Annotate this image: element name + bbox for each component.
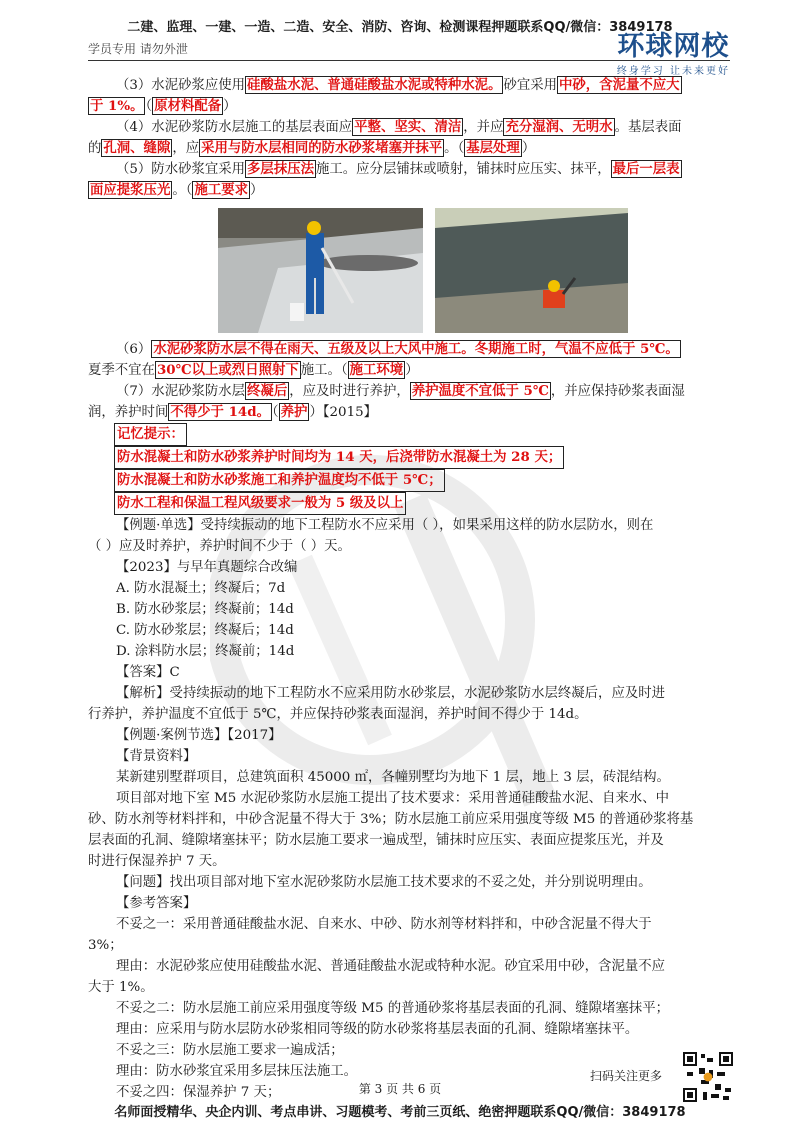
text: ）	[521, 141, 536, 156]
memo-line: 防水混凝土和防水砂浆养护时间均为 14 天，后浇带防水混凝土为 28 天；	[114, 446, 564, 469]
text: （6）	[116, 342, 152, 357]
highlight: 中砂，含泥量不应大	[559, 77, 680, 93]
construction-photos	[88, 208, 730, 333]
text: （7）水泥砂浆防水层	[116, 384, 246, 399]
text: （4）水泥砂浆防水层施工的基层表面应	[116, 120, 353, 135]
option-a: A. 防水混凝土；终凝后；7d	[116, 581, 286, 596]
header-rule	[88, 60, 730, 61]
highlight: 施工环境	[349, 362, 404, 378]
text: 夏季不宜在	[88, 363, 155, 378]
highlight: 水泥砂浆防水层不得在雨天、五级及以上大风中施工。冬期施工时，气温不应低于 5℃。	[153, 341, 679, 357]
text: ）	[405, 363, 419, 378]
question-source: 【2023】与早年真题综合改编	[116, 560, 298, 575]
case-bg-2: 项目部对地下室 M5 水泥砂浆防水层施工提出了技术要求：采用普通硅酸盐水泥、自来水、中	[116, 791, 669, 806]
option-b: B. 防水砂浆层；终凝前；14d	[116, 602, 294, 617]
case-bg-heading: 【背景资料】	[116, 749, 197, 764]
header-contact: 二建、监理、一建、一造、二造、安全、消防、咨询、检测课程押题联系QQ/微信：3849178	[127, 20, 673, 35]
highlight: 不得少于 14d。	[170, 404, 270, 420]
para-7	[88, 381, 730, 423]
highlight: 基层处理	[466, 140, 520, 156]
scan-follow-text: 扫码关注更多	[590, 1069, 663, 1083]
highlight: 孔洞、缝隙	[103, 140, 171, 156]
highlight: 终凝后	[247, 383, 288, 399]
issue-2: 不妥之二：防水层施工前应采用强度等级 M5 的普通砂浆将基层表面的孔洞、缝隙堵塞抹平；	[116, 1001, 669, 1016]
analysis: 【解析】受持续振动的地下工程防水不应采用防水砂浆层，水泥砂浆防水层终凝后，应及时进	[116, 686, 666, 701]
brand-logo	[617, 32, 730, 77]
text: 润，养护时间	[88, 405, 169, 420]
highlight: 多层抹压法	[247, 161, 314, 177]
issue-3: 不妥之三：防水层施工要求一遍成活；	[116, 1043, 344, 1058]
highlight: 施工要求	[194, 182, 248, 198]
text: 。（	[172, 183, 193, 198]
highlight: 30℃以上或烈日照射下	[156, 362, 299, 378]
text: （	[271, 405, 279, 420]
issue-4: 不妥之四：保湿养护 7 天；	[116, 1085, 281, 1100]
highlight: 养护温度不宜低于 5℃	[411, 383, 549, 399]
highlight: 于 1%。	[90, 98, 144, 114]
question-stem-cont: （ ）应及时养护，养护时间不少于（ ）天。	[88, 539, 351, 554]
case-bg-2d: 时进行保湿养护 7 天。	[88, 854, 226, 869]
highlight: 充分湿润、无明水	[505, 119, 613, 135]
reason-3: 理由：防水砂浆宜采用多层抹压法施工。	[116, 1064, 358, 1079]
para-3	[88, 75, 730, 117]
question-stem: 【例题·单选】受持续振动的地下工程防水不应采用（ ），如果采用这样的防水层防水，则在	[116, 518, 654, 533]
highlight: 养护	[280, 404, 308, 420]
text: 施工。（	[300, 363, 348, 378]
memo-title: 记忆提示：	[114, 423, 187, 446]
highlight: 最后一层表	[612, 161, 680, 177]
highlight: 采用与防水层相同的防水砂浆堵塞并抹平	[201, 140, 443, 156]
text: （3）水泥砂浆应使用	[116, 78, 246, 93]
answer: 【答案】C	[116, 665, 180, 680]
photo-worker-rolling	[218, 208, 423, 333]
document-body	[88, 75, 730, 1103]
issue-1: 不妥之一：采用普通硅酸盐水泥、自来水、中砂、防水剂等材料拌和，中砂含泥量不得大于	[116, 917, 652, 932]
text: 。（	[444, 141, 465, 156]
text: ，应	[172, 141, 200, 156]
text: 的	[88, 141, 102, 156]
header-student-note: 学员专用 请勿外泄	[88, 42, 188, 56]
para-5	[88, 159, 730, 201]
photo-worker-plastering	[435, 208, 628, 333]
text: ，应及时进行养护，	[289, 384, 410, 399]
analysis-cont: 行养护，养护温度不宜低于 5℃，并应保持砂浆表面湿润，养护时间不得少于 14d。	[88, 707, 588, 722]
case-question: 【问题】找出项目部对地下室水泥砂浆防水层施工技术要求的不妥之处，并分别说明理由。	[116, 875, 652, 890]
case-bg-2c: 层表面的孔洞、缝隙堵塞抹平；防水层施工要求一遍成型，铺抹时应压实、表面应提浆压光，并及	[88, 833, 664, 848]
memory-tip	[114, 423, 730, 515]
highlight: 原材料配备	[154, 98, 222, 114]
reason-1-cont: 大于 1%。	[88, 980, 154, 995]
footer-contact: 名师面授精华、央企内训、考点串讲、习题模考、考前三页纸、绝密押题联系QQ/微信：3849178	[114, 1105, 686, 1120]
text: （	[145, 99, 153, 114]
case-title: 【例题·案例节选】【2017】	[116, 728, 282, 743]
text: 施工。应分层铺抹或喷射，铺抹时应压实、抹平，	[316, 162, 611, 177]
text: ）【2015】	[309, 405, 378, 420]
option-c: C. 防水砂浆层；终凝后；14d	[116, 623, 294, 638]
text: ，并应	[463, 120, 504, 135]
page-number: 第 3 页 共 6 页	[358, 1082, 442, 1096]
highlight: 面应提浆压光	[90, 182, 171, 198]
text: ）	[250, 183, 264, 198]
text: ）	[223, 99, 237, 114]
reason-2: 理由：应采用与防水层防水砂浆相同等级的防水砂浆将基层表面的孔洞、缝隙堵塞抹平。	[116, 1022, 639, 1037]
logo-title: 环球网校	[617, 31, 730, 62]
text: （5）防水砂浆宜采用	[116, 162, 246, 177]
case-bg-1: 某新建别墅群项目，总建筑面积 45000 ㎡，各幢别墅均为地下 1 层，地上 3 层，砖混结构。	[116, 770, 670, 785]
reason-1: 理由：水泥砂浆应使用硅酸盐水泥、普通硅酸盐水泥或特种水泥。砂宜采用中砂，含泥量不应	[116, 959, 666, 974]
case-ref-answer: 【参考答案】	[116, 896, 197, 911]
issue-1-cont: 3%；	[88, 938, 123, 953]
para-6	[88, 339, 730, 381]
text: 砂宜采用	[503, 78, 558, 93]
text: 。基层表面	[614, 120, 682, 135]
memo-line: 防水工程和保温工程风级要求一般为 5 级及以上	[114, 492, 406, 515]
highlight: 硅酸盐水泥、普通硅酸盐水泥或特种水泥。	[247, 77, 502, 93]
highlight: 平整、坚实、清洁	[354, 119, 462, 135]
text: ，并应保持砂浆表面湿	[550, 384, 685, 399]
case-bg-2b: 砂、防水剂等材料拌和，中砂含泥量不得大于 3%；防水层施工前应采用强度等级 M5 的普通砂浆将基	[88, 812, 694, 827]
option-d: D. 涂料防水层；终凝前；14d	[116, 644, 295, 659]
memo-line: 防水混凝土和防水砂浆施工和养护温度均不低于 5℃；	[114, 469, 445, 492]
logo-slogan: 终身学习 让未来更好	[616, 66, 730, 77]
para-4	[88, 117, 730, 159]
